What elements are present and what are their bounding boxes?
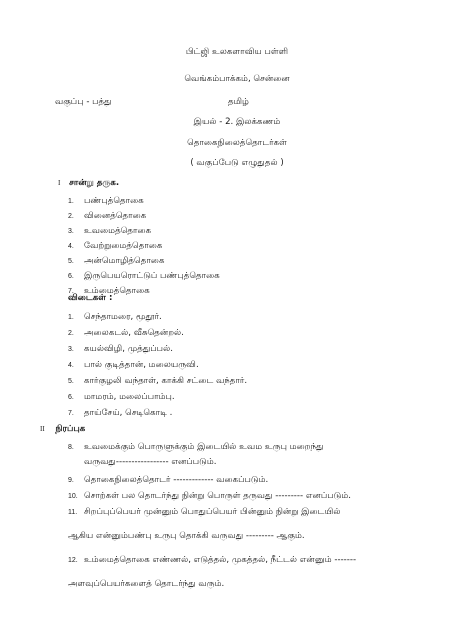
list-item: 7. உம்மைத்தொகை (68, 286, 150, 296)
list-item: 2. அலைகடல், வீசுதென்றல். (68, 328, 184, 338)
class-label: வகுப்பு - பத்து (55, 97, 112, 107)
section1-heading (58, 177, 119, 189)
topic-title: தொகைநிலைத்தொடர்கள் (187, 138, 287, 148)
activity-title: ( வகுப்பேடு எழுதுதல் ) (190, 158, 284, 168)
question-12-cont: அளவுப்பெயர்களைத் தொடர்ந்து வரும். (68, 579, 225, 589)
question-11: 11. சிறப்புப்பெயர் முன்னும் பொதுப்பெயர் பின்னும் நின்று இடையில் (68, 507, 341, 517)
section2-numeral: II (40, 425, 45, 433)
list-item: 6. மாமரம், மலைப்பாம்பு. (68, 392, 175, 402)
list-item: 4. வேற்றுமைத்தொகை (68, 241, 163, 251)
list-item: 7. தாய்சேய், செடிகொடி . (68, 408, 173, 418)
school-location: வெங்கம்பாக்கம், சென்னை (184, 74, 290, 84)
unit-title: இயல் - 2. இலக்கணம் (193, 117, 281, 127)
school-name: பிட்ஜி உலகளாவிய பள்ளி (185, 47, 289, 57)
list-item: 1. செந்தாமரை, மூதூர். (68, 312, 162, 322)
question-11-cont: ஆகிய என்னும்பண்பு உருபு தொக்கி வருவது --------- ஆகும். (68, 531, 305, 541)
section2-heading (40, 423, 85, 435)
list-item: 3. கயல்விழி, முத்துப்பல். (68, 344, 173, 354)
subject-label: தமிழ் (228, 97, 249, 107)
question-8: 8. உவமைக்கும் பொருளுக்கும் இடையில் உவம உருபு மறைந்து (68, 442, 324, 452)
list-item: 5. கார்குழலி வந்தாள், காக்கி சட்டை வந்தார். (68, 376, 248, 386)
list-item: 4. பால் குடித்தான், மலையருவி. (68, 360, 199, 370)
answers-heading: விடைகள் : (68, 293, 113, 303)
list-item: 2. வினைத்தொகை (68, 211, 147, 221)
question-9: 9. தொகைநிலைத்தொடர் ------------- வகைப்படும். (68, 475, 269, 485)
section1-title: சான்று தருக. (69, 178, 120, 188)
question-10: 10. சொற்கள் பல தொடர்ந்து நின்று பொருள் தருவது --------- எனப்படும். (68, 491, 351, 501)
list-item: 6. இருபெயரொட்டுப் பண்புத்தொகை (68, 271, 220, 281)
question-12: 12. உம்மைத்தொகை எண்ணல், எடுத்தல், முகத்தல், நீட்டல் என்னும் ------- (68, 555, 357, 565)
list-item: 5. அன்மொழித்தொகை (68, 256, 165, 266)
question-8-cont: வருவது----------------- எனப்படும். (84, 457, 217, 467)
section2-title: நிரப்புக (55, 424, 86, 434)
list-item: 1. பண்புத்தொகை (68, 196, 144, 206)
section1-numeral: I (58, 179, 61, 187)
list-item: 3. உவமைத்தொகை (68, 226, 152, 236)
